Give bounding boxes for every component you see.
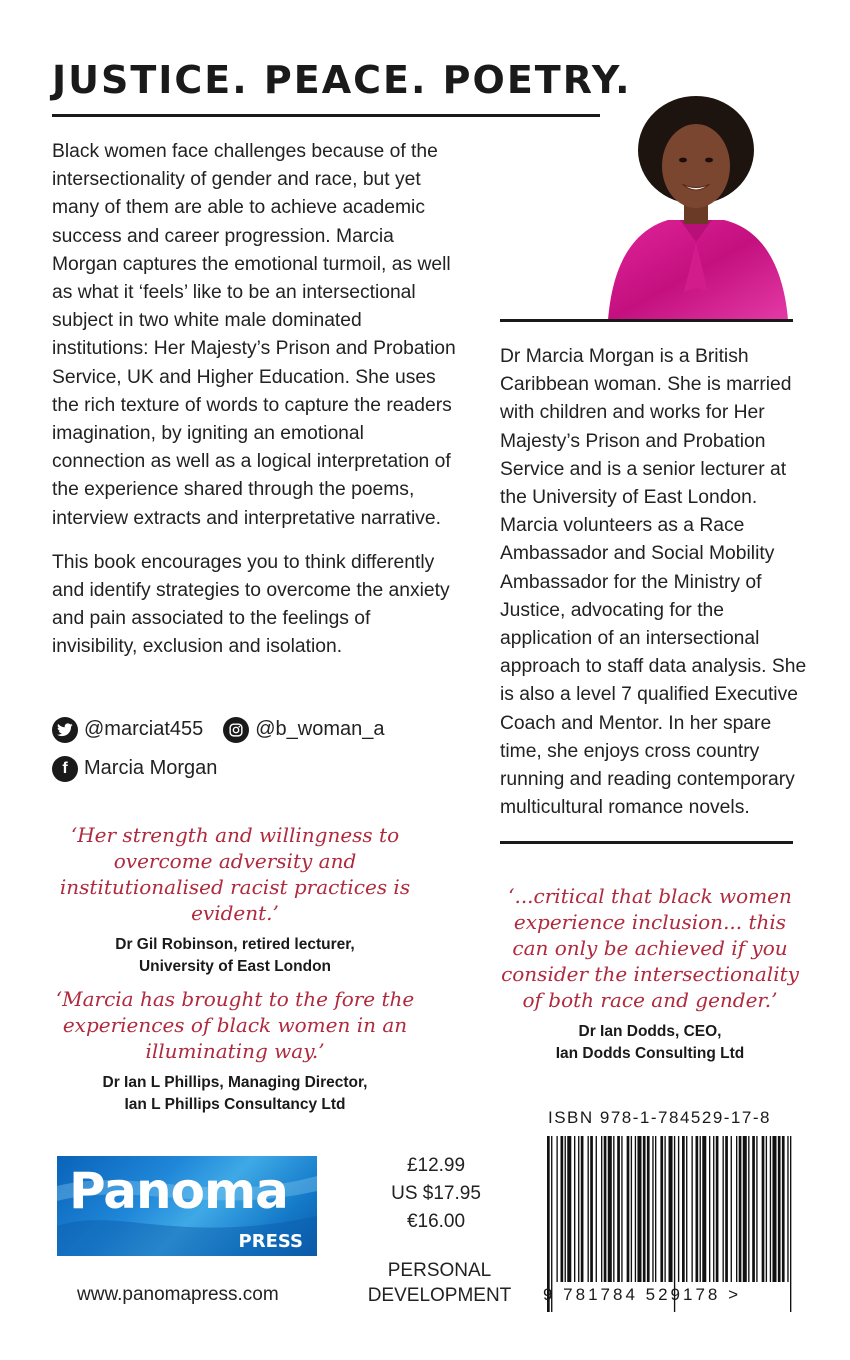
- barcode-bar: [635, 1136, 636, 1282]
- publisher-logo: [57, 1156, 317, 1256]
- quote-author-line: Dr Ian Dodds, CEO,: [578, 1023, 722, 1040]
- barcode-bar: [617, 1136, 620, 1282]
- barcode-bar: [725, 1136, 728, 1282]
- barcode-bar: [664, 1136, 665, 1282]
- blurb-paragraph-1: Black women face challenges because of the intersectionality of gender and race, but yet many of them are able to achieve academic success and career progression. Marcia Morgan captures the emotional turmoil, as well as what it ‘feels’ like to be an intersectional subject in two white male dominated institutions: Her Majesty’s Prison and Probation Service, UK and Higher Education. She uses the rich texture of words to capture the readers imagination, by igniting an emotional connection as well as a logical interpretation of the experience shared through the poems, interview extracts and interpretative narrative.: [52, 141, 456, 529]
- social-row-2: [52, 755, 405, 782]
- barcode-bar: [756, 1136, 757, 1282]
- quote-text: ‘Her strength and willingness to overcome adversity and institutionalised racist practices is evident.’: [59, 823, 411, 925]
- quote-author-line: Dr Ian L Phillips, Managing Director,: [102, 1074, 368, 1091]
- facebook-icon: f: [52, 756, 78, 782]
- logo-wordmark: Panoma: [69, 1162, 288, 1220]
- barcode-bar: [627, 1136, 630, 1282]
- barcode-bar: [660, 1136, 663, 1282]
- barcode-bar: [647, 1136, 650, 1282]
- publisher-website: www.panomapress.com: [77, 1284, 279, 1305]
- barcode-bar: [736, 1136, 737, 1282]
- barcode-bar: [686, 1136, 687, 1282]
- barcode-bar: [655, 1136, 656, 1282]
- barcode-bar: [739, 1136, 742, 1282]
- quote-author: [40, 934, 430, 978]
- barcode-bar: [766, 1136, 767, 1282]
- barcode-bar: [731, 1136, 732, 1282]
- quote-author-line: University of East London: [138, 958, 332, 975]
- barcode-bar: [716, 1136, 719, 1282]
- quote-text: ‘Marcia has brought to the fore the experiences of black women in an illuminating way.’: [55, 987, 415, 1063]
- barcode-bar: [608, 1136, 612, 1282]
- barcode-bar: [631, 1136, 632, 1282]
- barcode-bar: [596, 1136, 597, 1282]
- price-gbp: £12.99: [406, 1155, 466, 1176]
- title-divider: [52, 114, 600, 117]
- price-block: [378, 1152, 494, 1236]
- instagram-icon: [223, 717, 249, 743]
- barcode-bar: [696, 1136, 699, 1282]
- barcode-bar: [782, 1136, 785, 1282]
- price-usd: US $17.95: [391, 1183, 481, 1204]
- photo-divider: [500, 319, 793, 322]
- instagram-link[interactable]: [223, 717, 384, 743]
- facebook-name: Marcia Morgan: [84, 757, 218, 779]
- logo-press-text: PRESS: [238, 1231, 303, 1252]
- barcode-bar: [590, 1136, 593, 1282]
- barcode-bar: [578, 1136, 579, 1282]
- barcode-bar: [772, 1136, 776, 1282]
- endorsement-quote: [40, 822, 430, 978]
- barcode-bar: [621, 1136, 622, 1282]
- barcode-bar: [678, 1136, 679, 1282]
- barcode-bar: [669, 1136, 673, 1282]
- author-bio: Dr Marcia Morgan is a British Caribbean woman. She is married with children and works for Her Majesty’s Prison and Probation Service and is a senior lecturer at the University of East London. Marcia volunteers as a Race Ambassador and Social Mobility Ambassador for the Ministry of Justice, advocating for the application of an intersectional approach to staff data analysis. She is also a level 7 qualified Executive Coach and Mentor. In her spare time, she enjoys cross country running and reading contemporary multicultural romance novels.: [500, 346, 807, 819]
- quote-text: ‘...critical that black women experience inclusion... this can only be achieved if you consider the intersectionality of both race and gender.’: [501, 884, 799, 1012]
- social-row-1: [52, 716, 405, 743]
- barcode-number: 9 781784 529178 >: [543, 1285, 742, 1304]
- barcode-bar: [762, 1136, 765, 1282]
- category-line: DEVELOPMENT: [367, 1285, 512, 1306]
- barcode-bar: [778, 1136, 781, 1282]
- quote-author: [40, 1072, 430, 1116]
- twitter-icon: [52, 717, 78, 743]
- category-line: PERSONAL: [387, 1260, 492, 1281]
- price-eur: €16.00: [406, 1211, 466, 1232]
- blurb-paragraph-2: This book encourages you to think differently and identify strategies to overcome the anxiety and pain associated to the feelings of invisibility, exclusion and isolation.: [52, 551, 450, 658]
- book-category: [352, 1258, 527, 1308]
- quote-author: [495, 1021, 805, 1065]
- barcode-bar: [787, 1136, 788, 1282]
- quote-author-line: Ian Dodds Consulting Ltd: [555, 1045, 745, 1062]
- barcode-bar: [752, 1136, 755, 1282]
- barcode-bar: [702, 1136, 706, 1282]
- barcode-bar: [709, 1136, 710, 1282]
- barcode-bar: [748, 1136, 749, 1282]
- book-blurb: [52, 138, 457, 678]
- barcode-bar: [770, 1136, 771, 1282]
- barcode-bar: [604, 1136, 607, 1282]
- barcode-bar: [613, 1136, 614, 1282]
- barcode-bar: [682, 1136, 685, 1282]
- facebook-link[interactable]: [52, 756, 217, 782]
- book-title: JUSTICE. PEACE. POETRY.: [52, 58, 632, 102]
- barcode-bar: [574, 1136, 575, 1282]
- barcode-bar: [565, 1136, 566, 1282]
- barcode-bar: [556, 1136, 557, 1282]
- barcode-bar: [601, 1136, 602, 1282]
- barcode-bar: [723, 1136, 724, 1282]
- barcode-bar: [567, 1136, 571, 1282]
- twitter-link[interactable]: [52, 717, 203, 743]
- barcode-bar: [561, 1136, 564, 1282]
- barcode-bar: [652, 1136, 653, 1282]
- quote-author-line: Dr Gil Robinson, retired lecturer,: [115, 936, 355, 953]
- endorsement-quote: [40, 986, 430, 1116]
- instagram-handle: @b_woman_a: [255, 718, 385, 740]
- barcode-bar: [743, 1136, 747, 1282]
- author-photo: [598, 92, 794, 320]
- bio-divider: [500, 841, 793, 844]
- barcode-bar: [643, 1136, 646, 1282]
- barcode-bar: [637, 1136, 641, 1282]
- barcode-bar: [691, 1136, 692, 1282]
- barcode-bar: [581, 1136, 584, 1282]
- quote-author-line: Ian L Phillips Consultancy Ltd: [124, 1096, 346, 1113]
- barcode-bar: [588, 1136, 589, 1282]
- barcode-bar: [713, 1136, 714, 1282]
- endorsement-quote: [495, 883, 805, 1065]
- isbn-label: ISBN 978-1-784529-17-8: [548, 1108, 771, 1127]
- social-links: [52, 716, 405, 794]
- barcode-bar: [700, 1136, 701, 1282]
- twitter-handle: @marciat455: [84, 718, 204, 740]
